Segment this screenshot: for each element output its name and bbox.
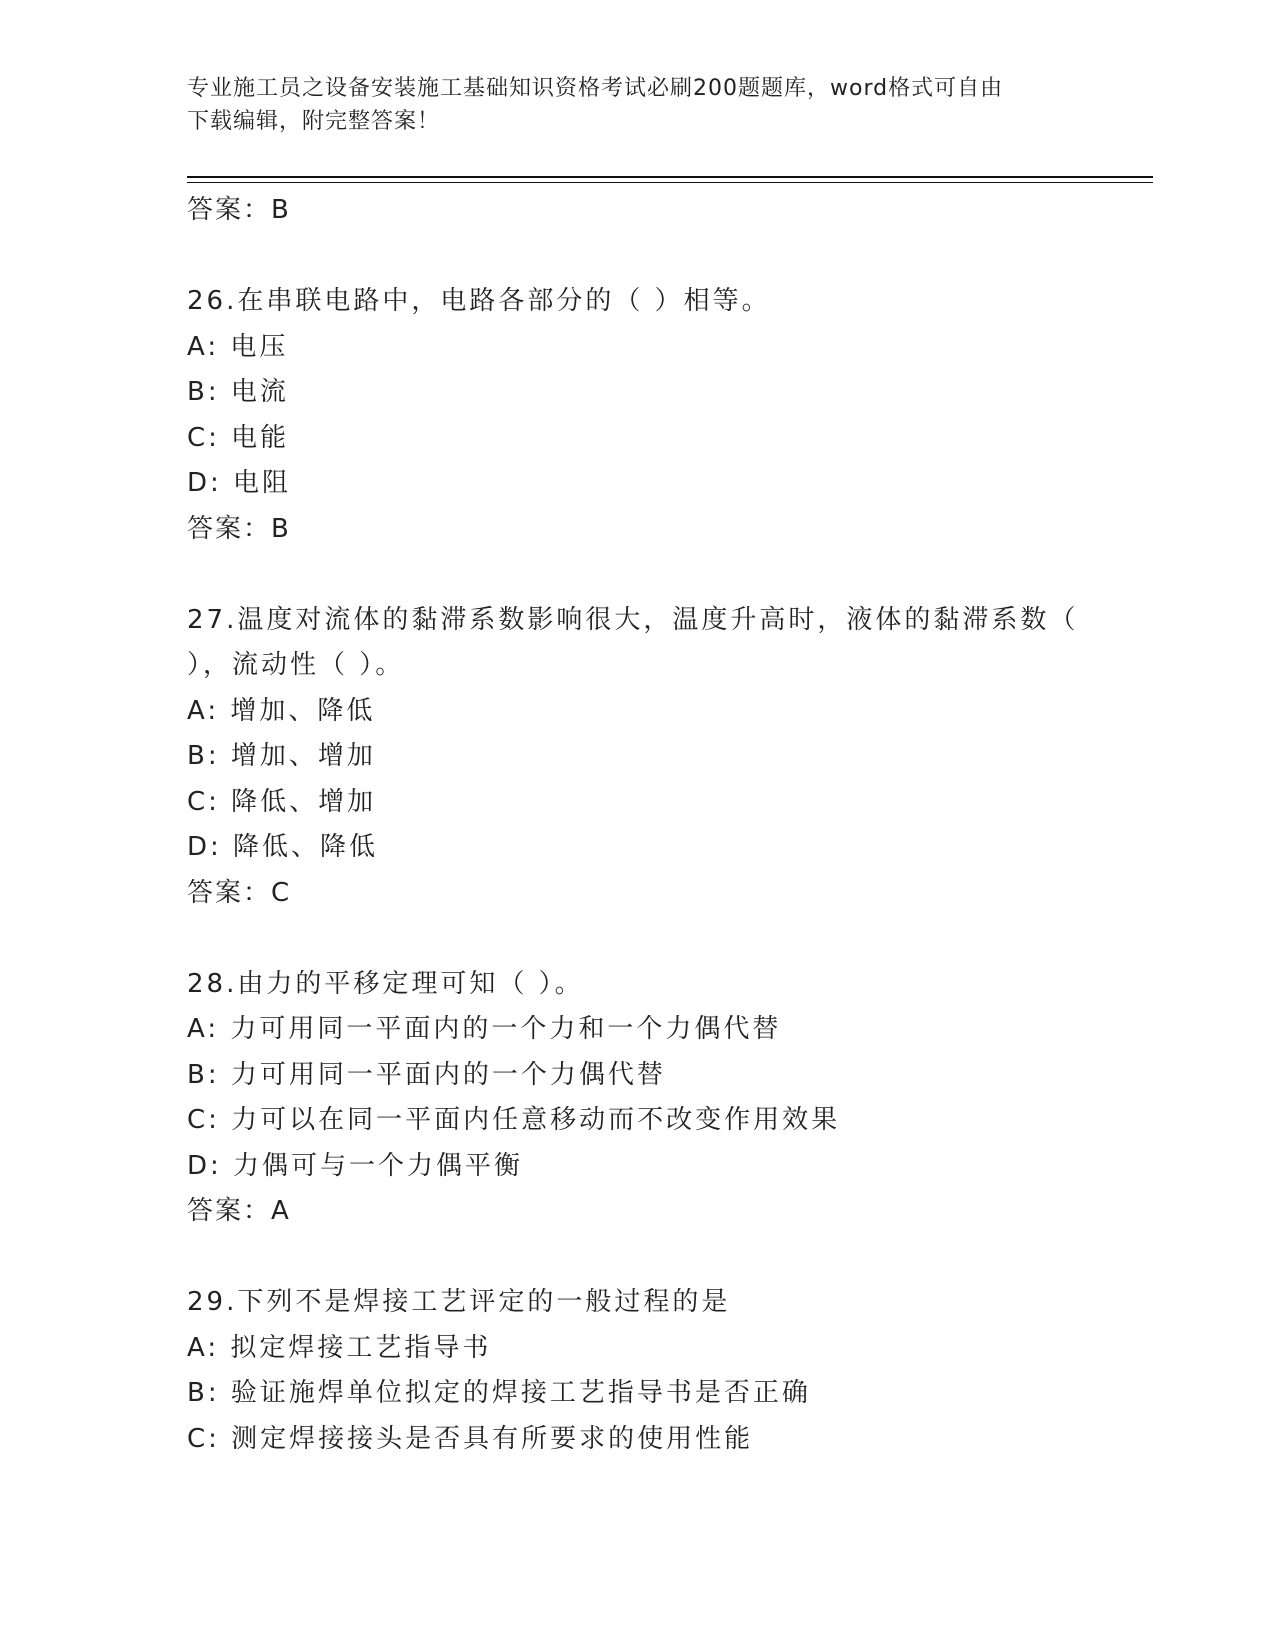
spacer [187, 1235, 1087, 1281]
option-c: C: 电能 [187, 422, 290, 453]
answer-line: 答案：B [187, 195, 291, 225]
question-27 [187, 598, 1087, 917]
question-28 [187, 962, 1087, 1235]
question-29 [187, 1280, 1087, 1462]
answer-line: 答案：C [187, 877, 292, 908]
document-header [187, 72, 1067, 138]
header-line-2: 下载编辑，附完整答案！ [187, 109, 441, 134]
question-26 [187, 279, 1087, 552]
option-b: B: 电流 [187, 377, 289, 407]
question-stem: 28.由力的平移定理可知（ ）。 [187, 968, 584, 999]
option-d: D: 力偶可与一个力偶平衡 [187, 1150, 524, 1181]
option-c: C: 力可以在同一平面内任意移动而不改变作用效果 [187, 1105, 841, 1135]
answer-line: 答案：A [187, 1196, 291, 1226]
option-a: A: 力可用同一平面内的一个力和一个力偶代替 [187, 1014, 782, 1044]
question-stem: 29.下列不是焊接工艺评定的一般过程的是 [187, 1287, 731, 1317]
spacer [187, 916, 1087, 962]
option-b: B: 力可用同一平面内的一个力偶代替 [187, 1059, 666, 1090]
question-stem: 26.在串联电路中，电路各部分的（ ）相等。 [187, 286, 771, 316]
option-d: D: 降低、降低 [187, 832, 379, 862]
answer-line: 答案：B [187, 513, 291, 544]
option-b: B: 增加、增加 [187, 741, 376, 771]
header-divider-thick [187, 176, 1153, 178]
option-b: B: 验证施焊单位拟定的焊接工艺指导书是否正确 [187, 1378, 811, 1408]
question-stem-line-2: ），流动性（ ）。 [187, 650, 405, 680]
option-c: C: 测定焊接接头是否具有所要求的使用性能 [187, 1423, 754, 1454]
question-list [187, 188, 1087, 1462]
option-a: A: 增加、降低 [187, 695, 376, 726]
header-divider-thin [187, 182, 1153, 183]
spacer [187, 234, 1087, 280]
option-c: C: 降低、增加 [187, 786, 377, 817]
spacer [187, 552, 1087, 598]
option-a: A: 拟定焊接工艺指导书 [187, 1332, 492, 1363]
header-line-1: 专业施工员之设备安装施工基础知识资格考试必刷200题题库，word格式可自由 [187, 76, 1004, 101]
option-a: A: 电压 [187, 331, 289, 362]
option-d: D: 电阻 [187, 468, 292, 498]
question-stem-line-1: 27.温度对流体的黏滞系数影响很大，温度升高时，液体的黏滞系数（ [187, 604, 1079, 635]
